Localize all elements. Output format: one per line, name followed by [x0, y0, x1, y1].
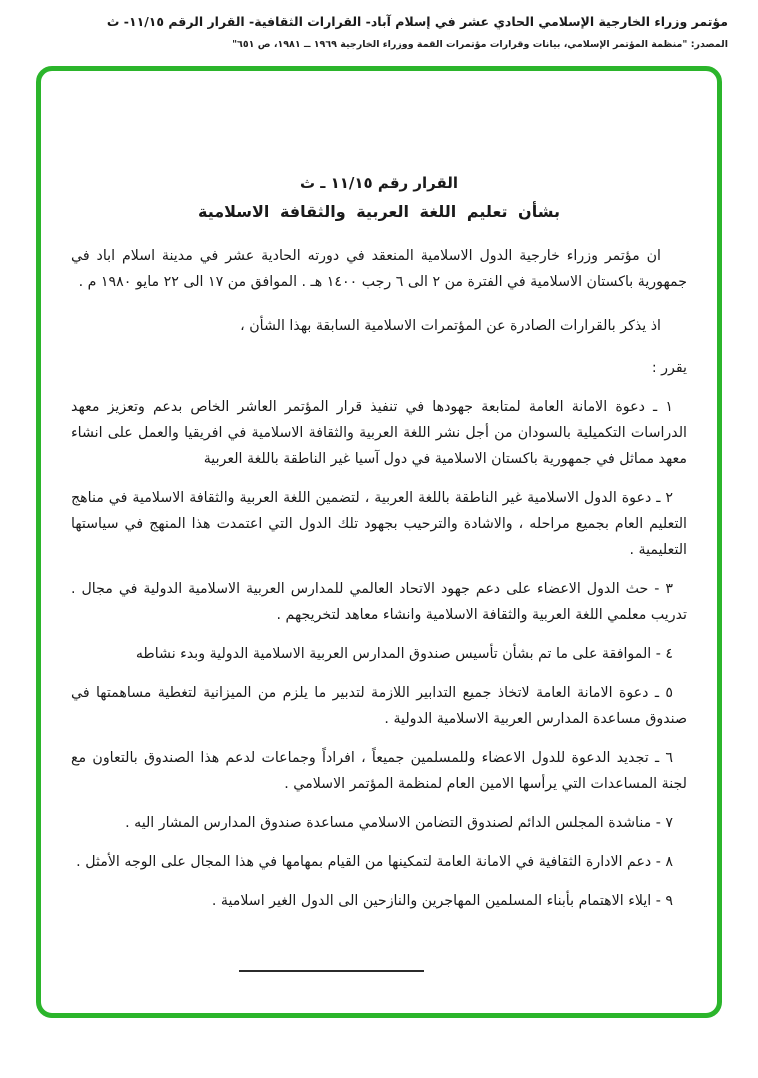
recall-paragraph: اذ يذكر بالقرارات الصادرة عن المؤتمرات الاسلامية السابقة بهذا الشأن ، [240, 317, 661, 334]
decree-word: يقرر : [651, 359, 687, 376]
resolution-item-7: ٧ - مناشدة المجلس الدائم لصندوق التضامن الاسلامي مساعدة صندوق المدارس المشار اليه . [125, 814, 673, 831]
header-source: المصدر: "منظمة المؤتمر الإسلامي، بيانات وقرارات مؤتمرات القمة ووزراء الخارجية ١٩٦٩ ــ ١٩٨١، ص ٦٥١" [232, 38, 728, 50]
resolution-item-6: ٦ ـ تجديد الدعوة للدول الاعضاء وللمسلمين جميعاً ، افراداً وجماعات لدعم هذا الصندوق بالتعاون مع لجنة المساعدات التي يرأسها الامين العام لمنظمة المؤتمر الاسلامي . [71, 749, 687, 792]
resolution-item-3: ٣ - حث الدول الاعضاء على دعم جهود الاتحاد العالمي للمدارس العربية الاسلامية الدولية في مجال . تدريب معلمي اللغة العربية والثقافة الاسلامية وانشاء معاهد لتخريجهم . [71, 580, 687, 623]
document-header [0, 0, 758, 50]
document-frame [36, 66, 722, 1018]
resolution-item-2: ٢ ـ دعوة الدول الاسلامية غير الناطقة باللغة العربية ، لتضمين اللغة العربية والثقافة الاسلامية في مناهج التعليم العام بجميع مراحله ، والاشادة والترحيب بجهود تلك الدول التي اعتمدت هذا المنهج في سياستها التعليمية . [71, 489, 687, 558]
resolution-item-8: ٨ - دعم الادارة الثقافية في الامانة العامة لتمكينها من القيام بمهامها في هذا المجال على الوجه الأمثل . [76, 853, 673, 870]
resolution-item-9: ٩ - ايلاء الاهتمام بأبناء المسلمين المهاجرين والنازحين الى الدول الغير اسلامية . [211, 892, 673, 909]
preamble-paragraph: ان مؤتمر وزراء خارجية الدول الاسلامية المنعقد في دورته الحادية عشر في مدينة اسلام اباد في جمهورية باكستان الاسلامية في الفترة من ٢ الى ٦ رجب ١٤٠٠ هـ . الموافق من ١٧ الى ٢٢ مايو ١٩٨٠ م . [71, 247, 687, 290]
separator-line [239, 970, 424, 972]
header-title: مؤتمر وزراء الخارجية الإسلامي الحادي عشر في إسلام آباد- القرارات الثقافية- القرار الرقم ١١/١٥- ث [106, 14, 728, 29]
resolution-subject: بشأن تعليم اللغة العربية والثقافة الاسلامية [197, 201, 561, 221]
resolution-item-1: ١ ـ دعوة الامانة العامة لمتابعة جهودها في تنفيذ قرار المؤتمر العاشر الخاص بدعم وتعزيز معهد الدراسات التكميلية بالسودان من أجل نشر اللغة العربية والثقافة الاسلامية في افريقيا والعمل على انشاء معهد مماثل في جمهورية باكستان الاسلامية في دول آسيا غير الناطقة باللغة العربية [71, 398, 687, 467]
resolution-item-5: ٥ ـ دعوة الامانة العامة لاتخاذ جميع التدابير اللازمة لتدبير ما يلزم من الميزانية لتغطية مساهمتها في صندوق مساعدة المدارس العربية الاسلامية الدولية . [71, 684, 687, 727]
resolution-number: القرار رقم ١١/١٥ ـ ث [299, 173, 459, 192]
resolution-item-4: ٤ - الموافقة على ما تم بشأن تأسيس صندوق المدارس العربية الاسلامية الدولية وبدء نشاطه [135, 645, 673, 662]
